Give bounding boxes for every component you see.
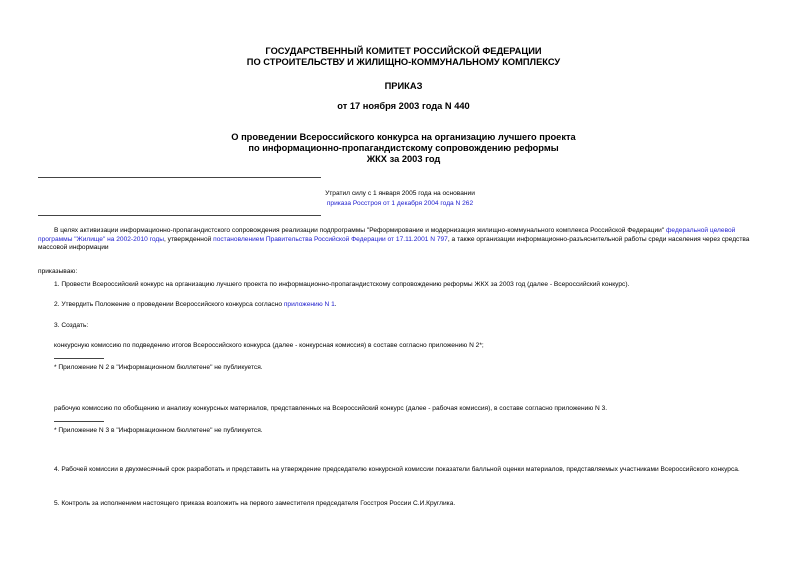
item-3: 3. Создать: [54,322,89,329]
item-5: 5. Контроль за исполнением настоящего приказа возложить на первого заместителя председателя Госстроя России С.И.Круглика. [54,500,456,507]
footnote-2: * Приложение N 3 в "Информационном бюллетене" не публикуется. [54,427,263,434]
title-line-2: по информационно-пропагандистскому сопровождению реформы [248,143,559,153]
order-word: приказываю: [38,268,78,275]
agency-line-1: ГОСУДАРСТВЕННЫЙ КОМИТЕТ РОССИЙСКОЙ ФЕДЕРАЦИИ [265,46,542,56]
preamble-text-3: , а также организации информационно-разъяснительной работы среди населения через средства массовой информации [38,235,750,252]
preamble-text-2: , утвержденной [164,235,214,243]
document-type: ПРИКАЗ [384,81,423,91]
title-line-1: О проведении Всероссийского конкурса на организацию лучшего проекта [231,132,576,142]
divider-bottom [38,215,321,216]
program-link[interactable]: федеральной целевой программы "Жилище" на 2002-2010 годы [38,227,736,243]
footnote-divider-1 [54,358,104,359]
title-line-3: ЖКХ за 2003 год [366,154,441,164]
resolution-link[interactable]: постановлением Правительства Российской Федерации от 17.11.2001 N 797 [213,235,448,243]
footnote-1: * Приложение N 2 в "Информационном бюллетене" не публикуется. [54,364,263,371]
item-1: 1. Провести Всероссийский конкурс на организацию лучшего проекта по информационно-пропагандистскому сопровождению реформы ЖКХ за 2003 год (далее - Всероссийский конкурс). [54,281,630,288]
status-note-link[interactable]: приказа Росстроя от 1 декабря 2004 года N 262 [326,200,474,207]
commission-1: конкурсную комиссию по подведению итогов Всероссийского конкурса (далее - конкурсная комиссия) в составе согласно приложению N 2*; [54,342,484,349]
status-note-text: Утратил силу с 1 января 2005 года на основании [325,190,475,197]
agency-line-2: ПО СТРОИТЕЛЬСТВУ И ЖИЛИЩНО-КОММУНАЛЬНОМУ КОМПЛЕКСУ [246,57,561,67]
appendix-1-link[interactable]: приложению N 1 [283,301,335,308]
footnote-divider-2 [54,421,104,422]
preamble-paragraph [38,227,769,253]
item-4: 4. Рабочей комиссии в двухмесячный срок разработать и представить на утверждение председателю конкурсной комиссии показатели балльной оценки материалов, представляемых участниками Всероссийского конкурса. [54,466,740,473]
document-date-number: от 17 ноября 2003 года N 440 [337,101,470,111]
divider-top [38,177,321,178]
item-2 [54,301,337,310]
item-2-text: 2. Утвердить Положение о проведении Всероссийского конкурса согласно [54,301,284,308]
commission-2: рабочую комиссию по обобщению и анализу конкурсных материалов, представленных на Всероссийский конкурс (далее - рабочая комиссия), в составе согласно приложению N 3. [54,405,608,412]
item-2-end: . [334,301,337,308]
preamble-text-1: В целях активизации информационно-пропагандистского сопровождения реализации подпрограммы "Реформирование и модернизация жилищно-коммунального комплекса Российской Федерации" [54,227,666,234]
